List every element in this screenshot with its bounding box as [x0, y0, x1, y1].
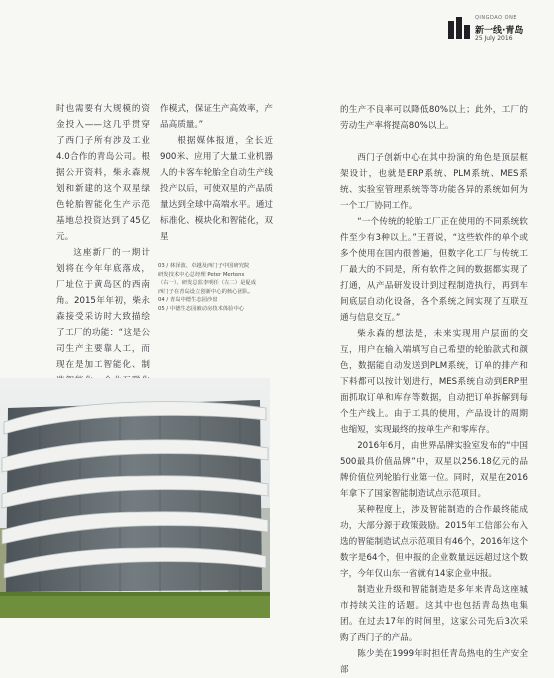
middle-column-paragraph: 作模式，保证生产高效率，产品高质量。” [160, 104, 273, 130]
building-photo [0, 378, 270, 618]
logo-mark-icon [448, 17, 470, 39]
left-column-paragraph: 这座新厂的一期计划将在今年年底落成，厂址位于黄岛区的西南角。2015年年初，柴永森接受采访时大致描绘了工厂的功能：“这是公司生产主要靠人工，而现在是加工智能化、制 [56, 248, 150, 370]
right-column-paragraph: 制造业升级和智能制造是多年来青岛这座城市持续关注的话题。这其中也包括青岛热电集团。在过去17年的时间里，这家公司先后3次采购了西门子的产品。 [340, 585, 528, 643]
left-column-paragraph: 时也需要有大规模的资金投入——这几乎贯穿了西门子所有涉及工业4.0合作的青岛公司。根据公开资料，柴永森规划和新建的这个双星绿色轮胎智能化生产示范基地总投资达到了45亿元。 [56, 104, 150, 242]
text-column-right [340, 102, 528, 678]
right-column-paragraph: 2016年6月，由世界品牌实验室发布的“中国500最具价值品牌”中，双星以256.18亿元的品牌价值位列轮胎行业第一位。同时，双星在2016年拿下了国家智能制造试点示范项目。 [340, 441, 528, 499]
caption-line: 研发技术中心总经理 Peter Mertens [158, 271, 245, 278]
caption-line: 05 / 中德生态园被动房技术体验中心 [158, 305, 245, 312]
brand-title: 新一线·青岛 [475, 26, 524, 36]
right-column-paragraph: 的生产不良率可以降低80%以上；此外，工厂的劳动生产率将提高80%以上。 [340, 105, 528, 131]
issue-date: 25 July 2016 [475, 35, 513, 42]
caption-line: 西门子在青岛设立创新中心的核心团队。 [158, 288, 254, 295]
right-column-paragraph: 某种程度上，涉及智能制造的合作最终能成功，大部分源于政策鼓励。2015年工信部公布入选的智能制造试点示范项目有46个，2016年这个数字是64个，但申报的企业数量远远超过这个数字，今年仅山东一省就有14家企业申报。 [340, 505, 528, 579]
caption-line: 04 / 青岛中德生态园沙盘 [158, 297, 218, 304]
text-column-left [56, 101, 150, 405]
caption-line: （右一）、研发总监李明任（左二）是促成 [158, 280, 256, 287]
photo-captions [158, 262, 276, 314]
middle-column-paragraph: 根据媒体报道，全长近900米、应用了大量工业机器人的卡客车轮胎全自动生产线投产以后，可使双星的产品质量达到全球中高端水平。通过标准化、模块化和智能化，双星 [160, 136, 273, 242]
brand-small-text: QINGDAO ONE [475, 15, 517, 21]
caption-line: 03 / 林泽波、卓越及西门子中国研究院 [158, 263, 250, 269]
right-column-paragraph: 陈少美在1999年时担任青岛热电的生产安全部 [340, 649, 528, 675]
right-column-paragraph: 柴永森的想法是，未来实现用户层面的交互，用户在输入端填写自己希望的轮胎款式和颜色，数据能自动发送到PLM系统，订单的排产和下料都可以按计划进行，MES系统自动到ERP里面抓取订单和库存等数据，自动把订单拆解到每个生产线上。由于工具的使用，产品设计的周期也缩短，实现最终的按单生产和零库存。 [340, 329, 528, 435]
building-illustration [0, 378, 270, 618]
right-column-paragraph: “一个传统的轮胎工厂正在使用的不同系统软件至少有3种以上。”王晋说，“这些软件的单个或多个使用在国内很普遍，但数字化工厂与传统工厂最大的不同是，所有软件之间的数据都实现了打通，从产品研发设计到过程制造执行，再到车间底层自动化设备，各个系统之间实现了互联互通与信息交互。” [340, 217, 528, 323]
masthead [448, 14, 540, 44]
right-column-paragraph: 西门子创新中心在其中扮演的角色是顶层框架设计，也就是ERP系统、PLM系统、MES系统、实验室管理系统等等功能各异的系统如何为一个工厂协同工作。 [340, 153, 528, 211]
text-column-middle [160, 101, 273, 245]
